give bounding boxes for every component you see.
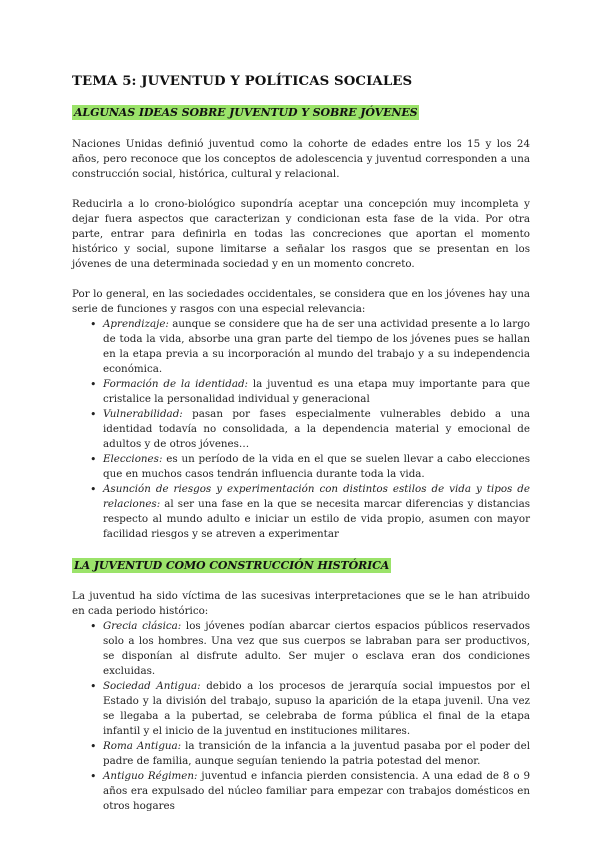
bullet-list bbox=[72, 317, 530, 542]
list-item bbox=[103, 769, 530, 814]
list-item bbox=[103, 739, 530, 769]
list-item-term: Vulnerabilidad: bbox=[103, 408, 183, 420]
list-item-term: Grecia clásica: bbox=[103, 620, 182, 632]
paragraph: Por lo general, en las sociedades occidentales, se considera que en los jóvenes hay una serie de funciones y rasgos con una especial relevancia: bbox=[72, 288, 530, 315]
list-item-text: la juventud es una etapa muy importante para que cristalice la personalidad individual y generacional bbox=[103, 378, 530, 405]
section-heading-ideas bbox=[72, 101, 530, 120]
paragraph: Reducirla a lo crono-biológico supondría aceptar una concepción muy incompleta y dejar fuera aspectos que caracterizan y condicionan esta fase de la vida. Por otra parte, entrar para definirla en todas las concreciones que aportan el momento histórico y social, supone limitarse a señalar los rasgos que se presentan en los jóvenes de una determinada sociedad y en un momento concreto. bbox=[72, 198, 530, 270]
list-item-term: Elecciones: bbox=[103, 453, 163, 465]
paragraph: Naciones Unidas definió juventud como la cohorte de edades entre los 15 y los 24 años, pero reconoce que los conceptos de adolescencia y juventud corresponden a una construcción social, histórica, cultural y relacional. bbox=[72, 138, 530, 180]
list-item-text: al ser una fase en la que se necesita marcar diferencias y distancias respecto al mundo adulto e iniciar un estilo de vida propio, asumen con mayor facilidad riesgos y se atreven a experimentar bbox=[103, 498, 530, 540]
list-item bbox=[103, 317, 530, 377]
list-item-term: Aprendizaje: bbox=[103, 318, 169, 330]
list-item-text: los jóvenes podían abarcar ciertos espacios públicos reservados solo a los hombres. Una vez que sus cuerpos se labraban para ser productivos, se disponían al disfrute adulto. Ser mujer o esclava eran dos condiciones excluidas. bbox=[103, 620, 530, 677]
list-item bbox=[103, 407, 530, 452]
paragraph: La juventud ha sido víctima de las sucesivas interpretaciones que se le han atribuido en cada periodo histórico: bbox=[72, 590, 530, 617]
list-item bbox=[103, 452, 530, 482]
list-item-text: debido a los procesos de jerarquía social impuestos por el Estado y la división del trabajo, supuso la aparición de la etapa juvenil. Una vez se llegaba a la pubertad, se celebraba de forma pública el final de la etapa infantil y el inicio de la juventud en instituciones militares. bbox=[103, 680, 530, 737]
list-item-text: pasan por fases especialmente vulnerables debido a una identidad todavía no consolidada, a la dependencia material y emocional de adultos y de otros jóvenes… bbox=[103, 408, 530, 450]
list-item-term: Formación de la identidad: bbox=[103, 378, 249, 390]
list-item-term: Antiguo Régimen: bbox=[103, 770, 198, 782]
list-item-term: Roma Antigua: bbox=[103, 740, 182, 752]
list-item bbox=[103, 619, 530, 679]
list-item-text: juventud e infancia pierden consistencia. A una edad de 8 o 9 años era expulsado del núcleo familiar para empezar con trabajos domésticos en otros hogares bbox=[103, 770, 530, 812]
list-item bbox=[103, 482, 530, 542]
bullet-list bbox=[72, 619, 530, 814]
section-heading-history bbox=[72, 554, 530, 573]
document-page bbox=[72, 74, 530, 814]
section-heading-text: LA JUVENTUD COMO CONSTRUCCIÓN HISTÓRICA bbox=[74, 559, 390, 572]
section-heading-text: ALGUNAS IDEAS SOBRE JUVENTUD Y SOBRE JÓVENES bbox=[74, 106, 418, 119]
list-item-term: Asunción de riesgos y experimentación con distintos estilos de vida y tipos de relaciones: bbox=[103, 483, 530, 510]
list-item-term: Sociedad Antigua: bbox=[103, 680, 201, 692]
list-item bbox=[103, 679, 530, 739]
list-item-text: aunque se considere que ha de ser una actividad presente a lo largo de toda la vida, absorbe una gran parte del tiempo de los jóvenes pues se hallan en la etapa previa a su incorporación al mundo del trabajo y a su independencia económica. bbox=[103, 318, 530, 375]
list-item-text: es un período de la vida en el que se suelen llevar a cabo elecciones que en muchos casos tendrán influencia durante toda la vida. bbox=[103, 453, 530, 480]
list-item bbox=[103, 377, 530, 407]
list-item-text: la transición de la infancia a la juventud pasaba por el poder del padre de familia, aunque seguían teniendo la patria potestad del menor. bbox=[103, 740, 530, 767]
document-title: TEMA 5: JUVENTUD Y POLÍTICAS SOCIALES bbox=[72, 74, 413, 89]
